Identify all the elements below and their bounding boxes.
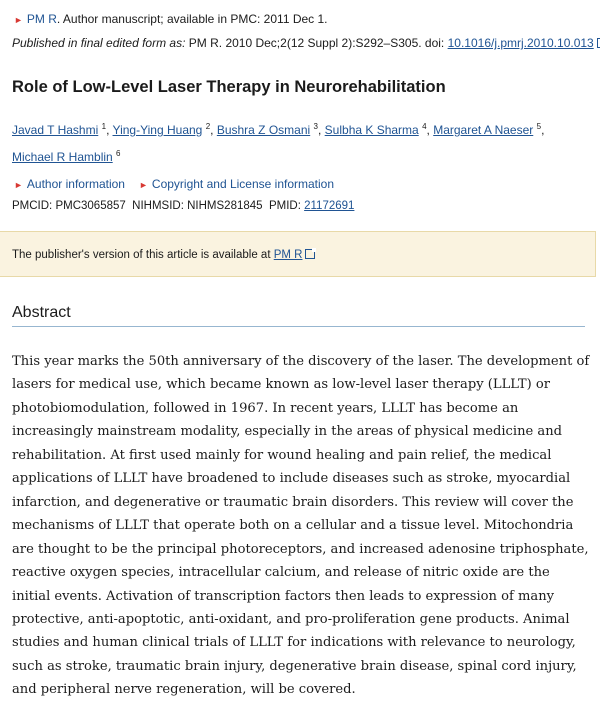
section-divider: [12, 326, 585, 327]
author-affil-sup: 5: [536, 122, 542, 131]
article-ids: [12, 200, 354, 212]
info-accordions: [14, 177, 348, 191]
journal-link[interactable]: PM R: [26, 12, 57, 26]
citation-line: [12, 36, 600, 50]
citation-text: PM R. 2010 Dec;2(12 Suppl 2):S292–S305. doi:: [185, 36, 448, 50]
nihmsid-label: NIHMSID:: [132, 200, 184, 212]
abstract-body: This year marks the 50th anniversary of the discovery of the laser. The development of lasers for medical use, which became known as low-level laser therapy (LLLT) or photobiomodulation, followed in 1967. In recent years, LLLT has become an increasingly mainstream modality, especially in the areas of physical medicine and rehabilitation. At first used mainly for wound healing and pain relief, the medical applications of LLLT have broadened to include diseases such as stroke, myocardial infarction, and degenerative or traumatic brain disorders. This review will cover the mechanisms of LLLT that operate both on a cellular and a tissue level. Mitochondria are thought to be the principal photoreceptors, and increased adenosine triphosphate, reactive oxygen species, intracellular calcium, and release of nitric oxide are the initial events. Activation of transcription factors then leads to expression of many protective, anti-apoptotic, anti-oxidant, and pro-proliferation gene products. Animal studies and human clinical trials of LLLT for indications with relevance to neurology, such as stroke, traumatic brain injury, degenerative brain disease, spinal cord injury, and peripheral nerve regeneration, will be covered.: [12, 354, 590, 698]
triangle-right-icon: ►: [138, 180, 148, 190]
manuscript-line: [14, 12, 328, 26]
publisher-link[interactable]: PM R: [273, 249, 303, 261]
author-information-toggle[interactable]: Author information: [26, 177, 125, 191]
publisher-notice: [0, 231, 596, 277]
author-link[interactable]: Margaret A Naeser: [433, 123, 534, 137]
author-list: Javad T Hashmi $^1$, Ying-Ying Huang $^2$, Bushra Z Osmani $^3$, Sulbha K Sharma $^4$, Margaret A Naeser $^5$, Michael R Hamblin $^6$: [12, 122, 545, 164]
external-link-icon: [305, 249, 315, 259]
notice-text: The publisher's version of this article is available at: [12, 249, 274, 261]
manuscript-text: . Author manuscript; available in PMC: 2011 Dec 1.: [56, 12, 328, 26]
triangle-right-icon: ►: [14, 180, 23, 190]
author-link[interactable]: Javad T Hashmi: [12, 123, 99, 137]
author-affil-sup: 6: [116, 149, 121, 158]
pmid-label: PMID:: [268, 200, 301, 212]
copyright-license-toggle[interactable]: Copyright and License information: [151, 177, 335, 191]
author-link[interactable]: Bushra Z Osmani: [216, 123, 311, 137]
author-link[interactable]: Ying-Ying Huang: [112, 123, 203, 137]
author-affil-sup: 3: [313, 122, 318, 131]
pmcid-value: PMC3065857: [55, 200, 126, 212]
author-link[interactable]: Michael R Hamblin: [12, 150, 113, 164]
abstract-heading: Abstract: [12, 304, 71, 321]
publisher-notice-text: [12, 248, 315, 261]
nihmsid-value: NIHMS281845: [187, 200, 263, 212]
pmcid-label: PMCID:: [12, 200, 53, 212]
author-affil-sup: 4: [422, 122, 427, 131]
author-link[interactable]: Sulbha K Sharma: [324, 123, 419, 137]
pmid-link[interactable]: 21172691: [304, 200, 355, 212]
triangle-right-icon: ►: [14, 15, 23, 25]
author-affil-sup: 2: [205, 122, 211, 131]
published-label: Published in final edited form as:: [12, 36, 186, 50]
author-affil-sup: 1: [101, 122, 107, 131]
article-title: Role of Low-Level Laser Therapy in Neurorehabilitation: [12, 78, 446, 96]
doi-link[interactable]: 10.1016/j.pmrj.2010.10.013: [447, 36, 594, 50]
